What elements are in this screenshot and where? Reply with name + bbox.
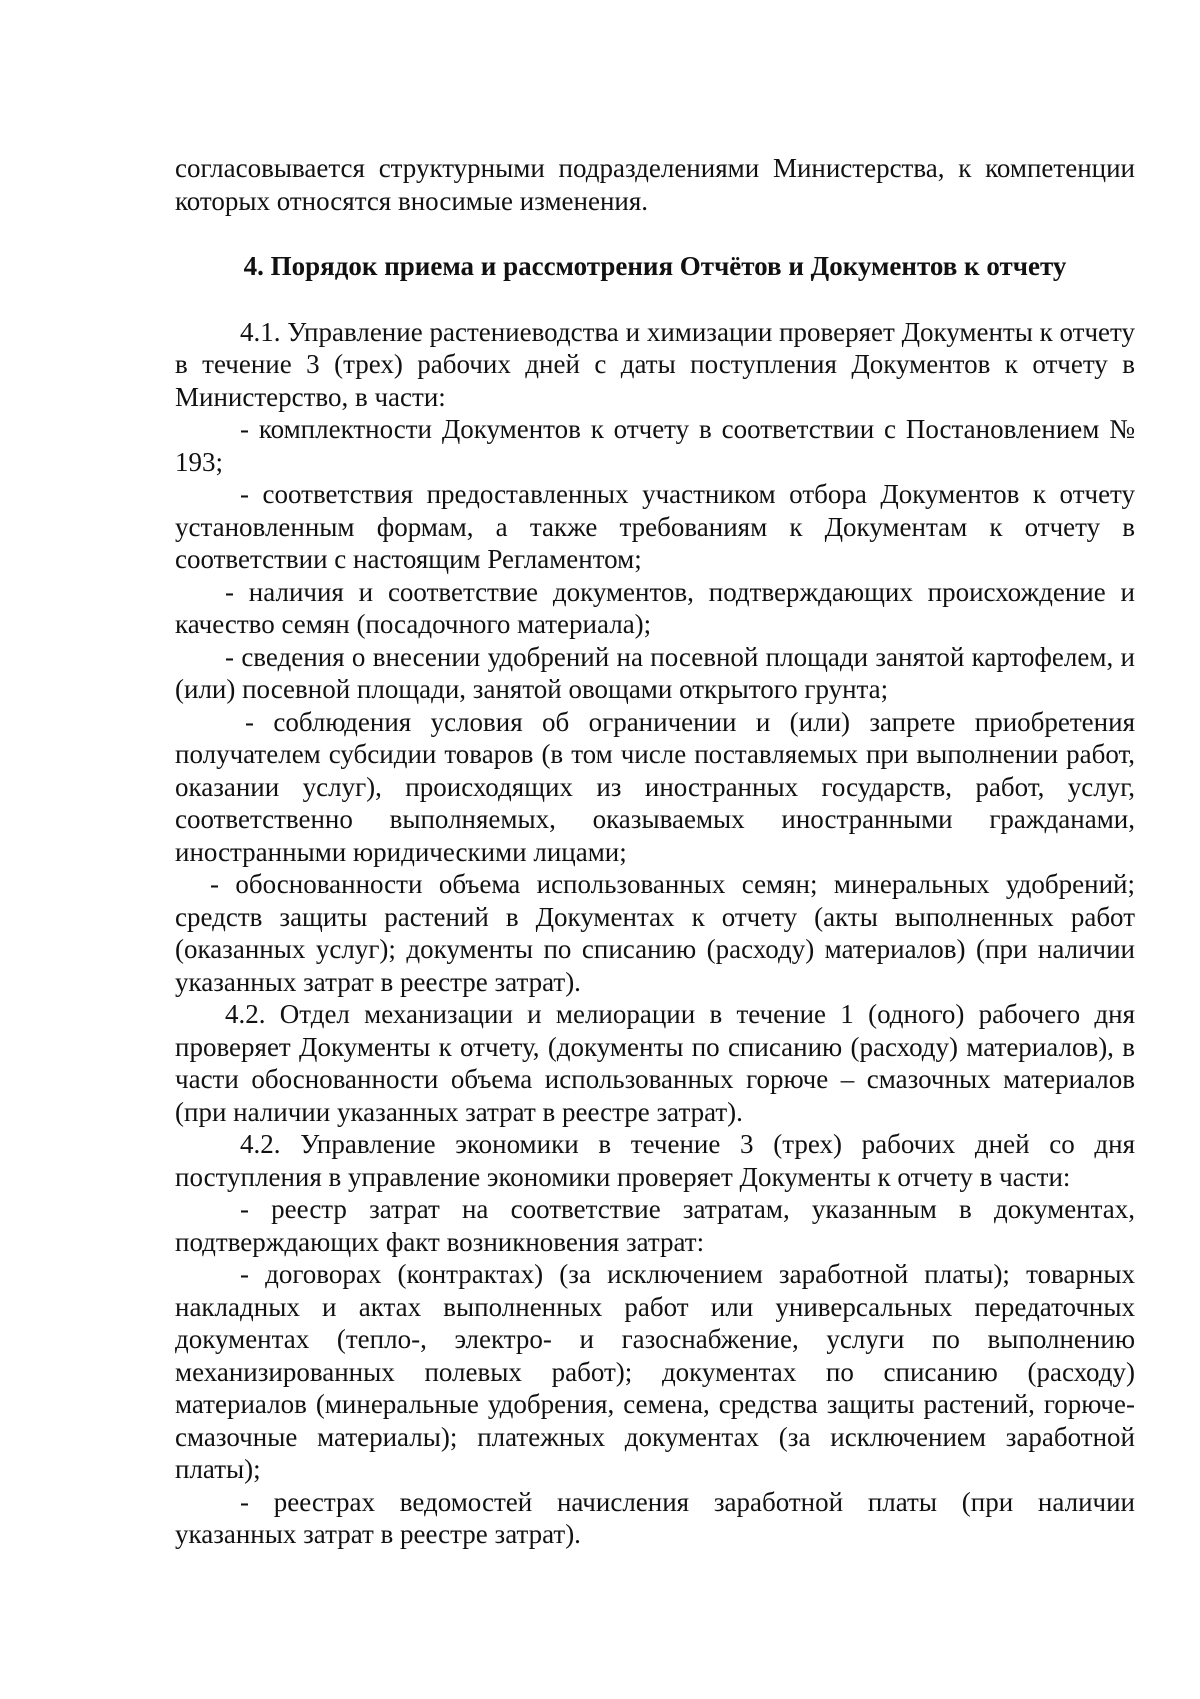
- paragraph-4-2-mechanization: 4.2. Отдел механизации и мелиорации в течение 1 (одного) рабочего дня проверяет Документы к отчету, (документы по списанию (расходу) материалов), в части обоснованности объема использованных горюче – смазочных материалов (при наличии указанных затрат в реестре затрат).: [175, 999, 1135, 1127]
- list-item-seed-documents: - наличия и соответствие документов, подтверждающих происхождение и качество семян (посадочного материала);: [175, 576, 1135, 639]
- paragraph-4-1: 4.1. Управление растениеводства и химизации проверяет Документы к отчету в течение 3 (трех) рабочих дней с даты поступления Документов к отчету в Министерство, в части:: [175, 316, 1135, 412]
- section-heading: 4. Порядок приема и рассмотрения Отчётов и Документов к отчету: [243, 251, 1067, 281]
- list-item-cost-registry: - реестр затрат на соответствие затратам, указанным в документах, подтверждающих факт возникновения затрат:: [175, 1194, 1135, 1257]
- list-item-volume-justification: - обоснованности объема использованных семян; минеральных удобрений; средств защиты растений в Документах к отчету (акты выполненных работ (оказанных услуг); документы по списанию (расходу) материалов) (при наличии указанных затрат в реестре затрат).: [175, 869, 1135, 997]
- intro-paragraph: согласовывается структурными подразделениями Министерства, к компетенции которых относятся вносимые изменения.: [175, 153, 1135, 216]
- list-item-foreign-goods: - соблюдения условия об ограничении и (или) запрете приобретения получателем субсидии товаров (в том числе поставляемых при выполнении работ, оказании услуг), происходящих из иностранных государств, работ, услуг, соответственно выполняемых, оказываемых иностранными гражданами, иностранными юридическими лицами;: [175, 706, 1135, 867]
- document-body: [175, 152, 1135, 1551]
- list-item-completeness: - комплектности Документов к отчету в соответствии с Постановлением № 193;: [175, 414, 1135, 477]
- list-item-forms-compliance: - соответствия предоставленных участником отбора Документов к отчету установленным формам, а также требованиям к Документам к отчету в соответствии с настоящим Регламентом;: [175, 479, 1135, 574]
- list-item-fertilizer-info: - сведения о внесении удобрений на посевной площади занятой картофелем, и (или) посевной площади, занятой овощами открытого грунта;: [175, 641, 1135, 704]
- list-item-contracts: - договорах (контрактах) (за исключением заработной платы); товарных накладных и актах выполненных работ или универсальных передаточных документах (тепло-, электро- и газоснабжение, услуги по выполнению механизированных полевых работ); документах по списанию (расходу) материалов (минеральные удобрения, семена, средства защиты растений, горюче-смазочные материалы); платежных документах (за исключением заработной платы);: [175, 1259, 1135, 1484]
- list-item-payroll: - реестрах ведомостей начисления заработной платы (при наличии указанных затрат в реестре затрат).: [175, 1486, 1135, 1549]
- paragraph-4-2-economics: 4.2. Управление экономики в течение 3 (трех) рабочих дней со дня поступления в управление экономики проверяет Документы к отчету в части:: [175, 1129, 1135, 1192]
